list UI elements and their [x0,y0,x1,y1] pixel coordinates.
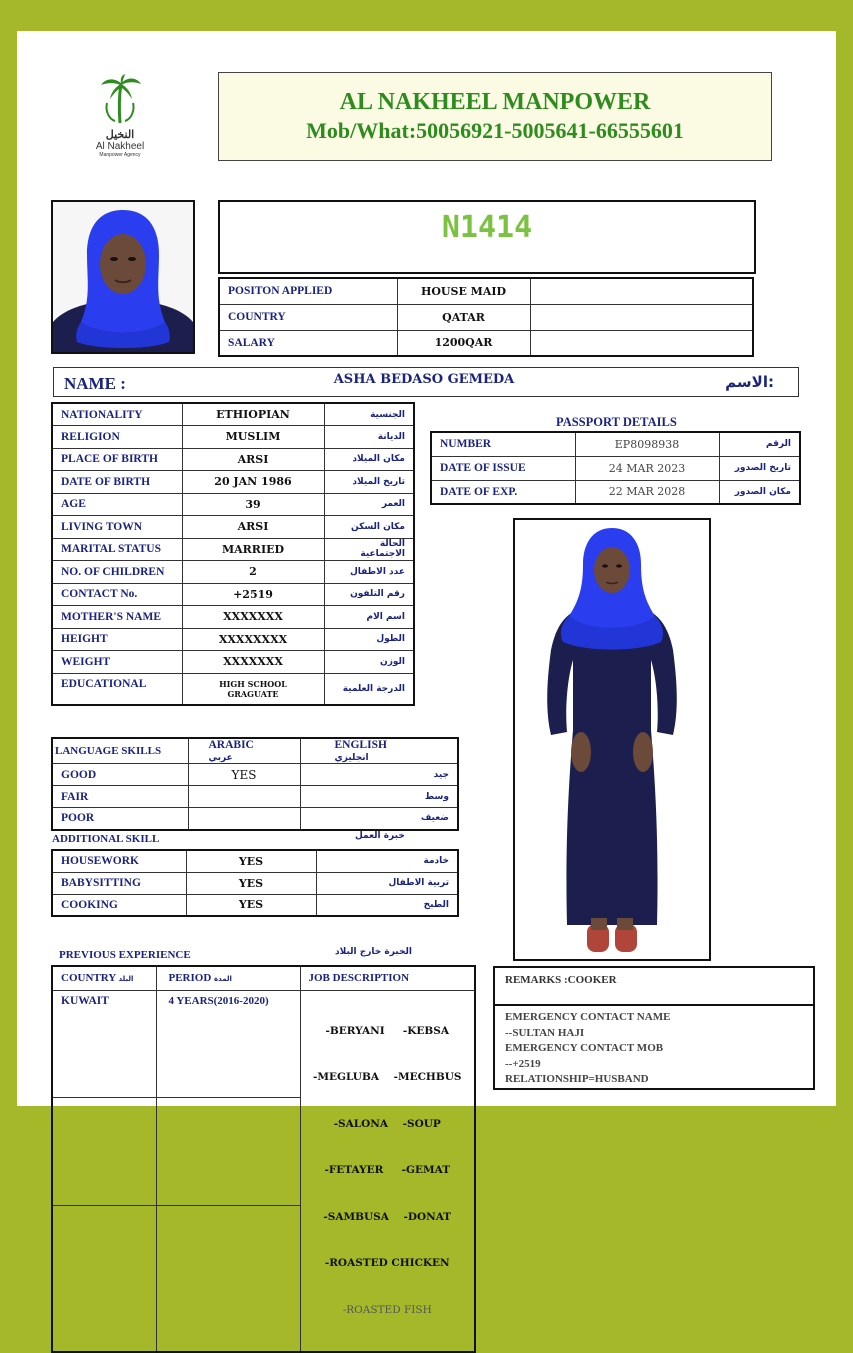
position-row [219,278,753,304]
expiry-date-arabic: مكان الصدور [719,480,800,504]
salary-row [219,330,753,356]
salary-label: SALARY [219,330,397,356]
issue-date-value: 24 MAR 2023 [575,456,719,480]
personal-row [52,403,414,426]
place-of-birth-arabic: مكان الميلاد [324,448,414,471]
emergency-name-label: EMERGENCY CONTACT NAME [505,1011,671,1023]
place-of-birth-value: ARSI [182,448,324,471]
cooking-value: YES [186,894,316,916]
logo-arabic: النخيل [105,129,135,141]
english-column-label-ar: انجليزي [334,753,369,763]
personal-row [52,673,414,705]
experience-table [51,965,476,1353]
age-value: 39 [182,493,324,516]
logo-subtitle: Manpower Agency [99,152,141,158]
housework-arabic: خادمة [316,850,458,872]
mothers-name-label: MOTHER'S NAME [52,606,182,629]
agency-name: AL NAKHEEL MANPOWER [339,89,651,115]
education-value [182,673,324,705]
experience-header-row [52,966,475,990]
full-body-photo [513,518,711,961]
passport-row [431,432,800,456]
language-row [52,808,458,830]
height-label: HEIGHT [52,628,182,651]
issue-date-arabic: تاريخ الصدور [719,456,800,480]
period-column-header [156,966,300,990]
contact-arabic: رقم التلفون [324,583,414,606]
position-empty [530,278,753,304]
candidate-code: N1414 [441,210,533,245]
position-value: HOUSE MAID [397,278,530,304]
good-arabic-value: YES [188,764,300,786]
language-header-row [52,738,458,764]
babysitting-label: BABYSITTING [52,872,186,894]
age-arabic: العمر [324,493,414,516]
empty-cell [156,1098,300,1206]
personal-row [52,448,414,471]
personal-row [52,583,414,606]
personal-row [52,493,414,516]
age-label: AGE [52,493,182,516]
personal-row [52,628,414,651]
empty-cell [52,1098,156,1206]
skill-row [52,850,458,872]
children-value: 2 [182,561,324,584]
skill-row [52,872,458,894]
fair-label: FAIR [52,786,188,808]
experience-period: 4 YEARS(2016-2020) [156,990,300,1098]
living-town-value: ARSI [182,516,324,539]
religion-value: MUSLIM [182,426,324,449]
nationality-label: NATIONALITY [52,403,182,426]
emergency-mob: --+2519 [505,1057,541,1070]
education-value-line2: GRAGUATE [227,688,279,699]
good-label: GOOD [52,764,188,786]
portrait-image [53,202,193,352]
agency-contact: Mob/What:50056921-5005641-66555601 [306,118,684,143]
passport-row [431,456,800,480]
period-column-label-ar: المدة [214,975,232,984]
skill-row [52,894,458,916]
arabic-column-label: ARABIC [208,739,254,751]
country-column-label: COUNTRY [61,972,116,985]
housework-label: HOUSEWORK [52,850,186,872]
personal-row [52,426,414,449]
personal-row [52,561,414,584]
poor-arabic-value [188,808,300,830]
country-value: QATAR [397,304,530,330]
remarks-text: REMARKS :COOKER [505,974,617,986]
skills-table [51,849,459,917]
full-body-image [515,520,709,959]
issue-date-label: DATE OF ISSUE [431,456,575,480]
passport-number-arabic: الرقم [719,432,800,456]
expiry-date-label: DATE OF EXP. [431,480,575,504]
portrait-photo [51,200,195,354]
language-table [51,737,459,831]
emergency-name: --SULTAN HAJI [505,1026,585,1039]
english-column-header [300,738,458,764]
mothers-name-value: XXXXXXX [182,606,324,629]
education-value-line1: HIGH SCHOOL [219,678,287,689]
cooking-label: COOKING [52,894,186,916]
contact-value: +2519 [182,583,324,606]
personal-table [51,402,415,706]
passport-title: PASSPORT DETAILS [556,415,677,429]
header-box [218,72,772,161]
language-row [52,786,458,808]
marital-status-value: MARRIED [182,538,324,561]
position-table [218,277,754,357]
palm-logo-icon [85,73,155,125]
experience-title: PREVIOUS EXPERIENCE [59,949,191,961]
passport-number-label: NUMBER [431,432,575,456]
language-skills-label: LANGUAGE SKILLS [52,738,188,764]
job-item: -ROASTED CHICKEN [324,1257,450,1269]
religion-arabic: الديانة [324,426,414,449]
children-arabic: عدد الاطفال [324,561,414,584]
marital-status-label: MARITAL STATUS [52,538,182,561]
fair-arabic: وسط [424,791,449,802]
passport-table [430,431,801,505]
country-label: COUNTRY [219,304,397,330]
job-item: -BERYANI -KEBSA [325,1024,449,1037]
country-row [219,304,753,330]
fair-arabic-text [300,786,458,808]
experience-title-ar: الخبرة خارج البلاد [335,947,412,957]
emergency-mob-label: EMERGENCY CONTACT MOB [505,1042,664,1054]
education-label: EDUCATIONAL [52,673,182,705]
code-box [218,200,756,274]
job-item: -MEGLUBA -MECHBUS [313,1071,462,1083]
place-of-birth-label: PLACE OF BIRTH [52,448,182,471]
babysitting-value: YES [186,872,316,894]
experience-row [52,990,475,1098]
good-arabic-text [300,764,458,786]
personal-row [52,471,414,494]
date-of-birth-arabic: تاريخ الميلاد [324,471,414,494]
english-column-label: ENGLISH [334,739,387,751]
weight-arabic: الوزن [324,651,414,674]
fair-arabic-value [188,786,300,808]
poor-label: POOR [52,808,188,830]
job-item: -SALONA -SOUP [333,1117,441,1130]
arabic-column-header [188,738,300,764]
empty-cell [52,1206,156,1352]
country-empty [530,304,753,330]
empty-cell [156,1206,300,1352]
remarks-box [493,966,815,1006]
contact-label: CONTACT No. [52,583,182,606]
good-arabic: جيد [433,769,449,780]
height-value: XXXXXXXX [182,628,324,651]
weight-label: WEIGHT [52,651,182,674]
poor-arabic-text [300,808,458,830]
job-item: -ROASTED FISH [342,1303,432,1316]
job-description [300,990,475,1352]
period-column-label: PERIOD [168,972,212,985]
arabic-column-label-ar: عربي [208,753,233,763]
weight-value: XXXXXXX [182,651,324,674]
personal-row [52,538,414,561]
logo-name: Al Nakheel [95,141,145,152]
relationship: RELATIONSHIP=HUSBAND [505,1073,649,1085]
marital-status-arabic: الحالة الاجتماعية [324,538,414,561]
living-town-arabic: مكان السكن [324,516,414,539]
personal-row [52,651,414,674]
country-column-header [52,966,156,990]
name-bar [53,367,799,397]
candidate-name: ASHA BEDASO GEMEDA [333,372,515,387]
education-arabic: الدرجة العلمية [324,673,414,705]
experience-country: KUWAIT [52,990,156,1098]
cv-sheet [17,31,836,1316]
language-row [52,764,458,786]
height-arabic: الطول [324,628,414,651]
mothers-name-arabic: اسم الام [324,606,414,629]
date-of-birth-value: 20 JAN 1986 [182,471,324,494]
date-of-birth-label: DATE OF BIRTH [52,471,182,494]
additional-skill-title: ADDITIONAL SKILL [52,833,160,845]
job-item: -SAMBUSA -DONAT [323,1210,452,1223]
salary-value: 1200QAR [397,330,530,356]
housework-value: YES [186,850,316,872]
religion-label: RELIGION [52,426,182,449]
expiry-date-value: 22 MAR 2028 [575,480,719,504]
passport-row [431,480,800,504]
passport-number-value: EP8098938 [575,432,719,456]
job-column-header: JOB DESCRIPTION [300,966,475,990]
agency-logo [85,73,155,161]
job-item: -FETAYER -GEMAT [324,1164,451,1176]
salary-empty [530,330,753,356]
position-label: POSITON APPLIED [219,278,397,304]
personal-row [52,606,414,629]
children-label: NO. OF CHILDREN [52,561,182,584]
emergency-box [493,1004,815,1090]
name-label: NAME : [64,374,126,393]
poor-arabic: ضعيف [420,813,449,824]
personal-row [52,516,414,539]
nationality-value: ETHIOPIAN [182,403,324,426]
cooking-arabic: الطبخ [316,894,458,916]
country-column-label-ar: البلد [118,975,134,984]
nationality-arabic: الجنسية [324,403,414,426]
babysitting-arabic: تربية الاطفال [316,872,458,894]
additional-skill-title-ar: خبرة العمل [355,831,405,841]
living-town-label: LIVING TOWN [52,516,182,539]
name-label-arabic: الاسم: [725,373,774,391]
